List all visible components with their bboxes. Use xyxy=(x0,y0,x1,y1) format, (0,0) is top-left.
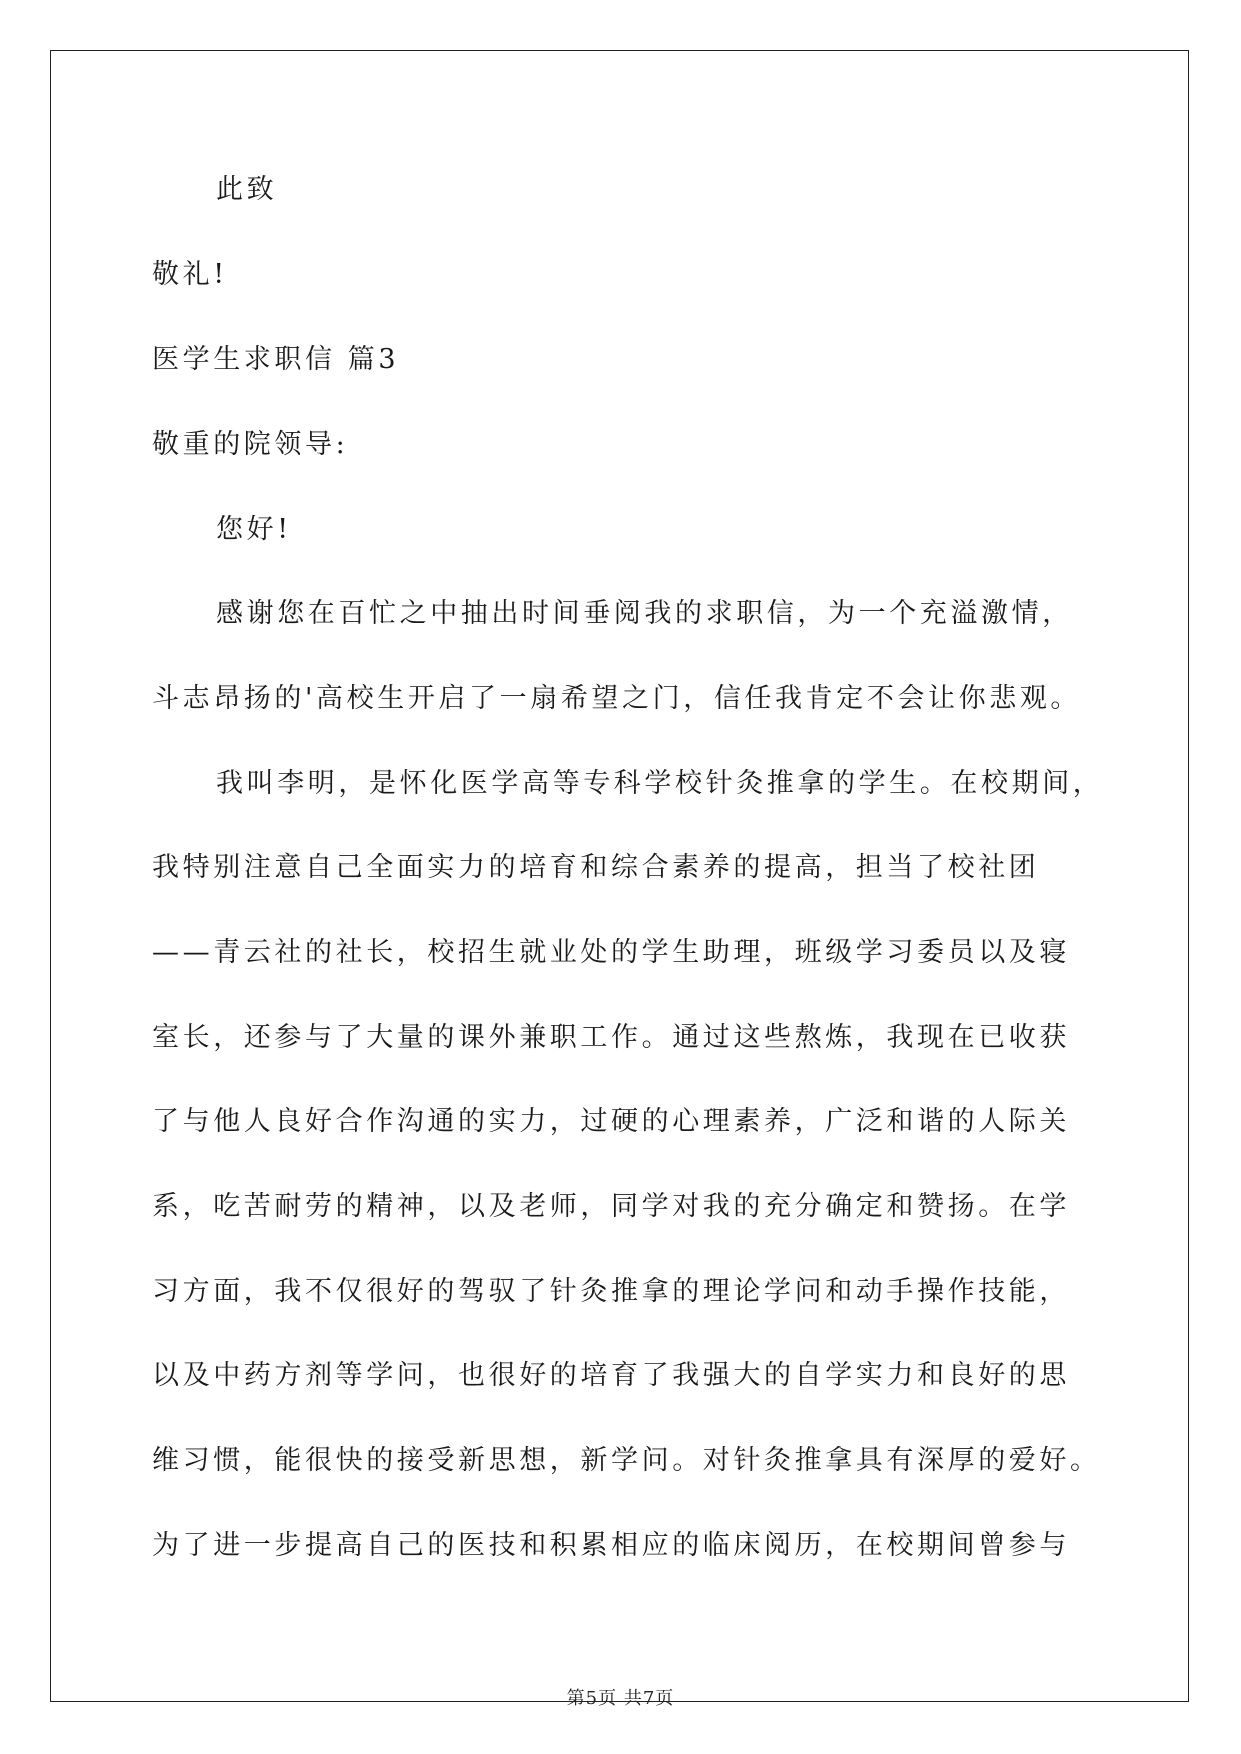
body-line: 为了进一步提高自己的医技和积累相应的临床阅历，在校期间曾参与 xyxy=(152,1530,1070,1561)
body-line: 我叫李明，是怀化医学高等专科学校针灸推拿的学生。在校期间， xyxy=(216,768,1104,799)
letter-hello: 您好! xyxy=(216,514,292,545)
body-line: 斗志昂扬的'高校生开启了一扇希望之门，信任我肯定不会让你悲观。 xyxy=(152,683,1082,714)
body-line: 我特别注意自己全面实力的培育和综合素养的提高，担当了校社团 xyxy=(152,852,1040,883)
body-line: 了与他人良好合作沟通的实力，过硬的心理素养，广泛和谐的人际关 xyxy=(152,1106,1070,1137)
body-line: 维习惯，能很快的接受新思想，新学问。对针灸推拿具有深厚的爱好。 xyxy=(152,1445,1101,1476)
body-line: 室长，还参与了大量的课外兼职工作。通过这些熬炼，我现在已收获 xyxy=(152,1022,1070,1053)
letter-greeting: 敬重的院领导: xyxy=(152,429,349,460)
body-line: ——青云社的社长，校招生就业处的学生助理，班级学习委员以及寝 xyxy=(152,937,1070,968)
body-line: 感谢您在百忙之中抽出时间垂阅我的求职信，为一个充溢激情， xyxy=(216,598,1073,629)
body-line: 习方面，我不仅很好的驾驭了针灸推拿的理论学问和动手操作技能， xyxy=(152,1276,1070,1307)
page-number: 第5页 共7页 xyxy=(566,1688,675,1709)
section-heading: 医学生求职信 篇3 xyxy=(152,344,400,375)
body-line: 以及中药方剂等学问，也很好的培育了我强大的自学实力和良好的思 xyxy=(152,1360,1070,1391)
closing-regards: 敬礼! xyxy=(152,259,228,290)
closing-salutation: 此致 xyxy=(216,174,278,205)
body-line: 系，吃苦耐劳的精神，以及老师，同学对我的充分确定和赞扬。在学 xyxy=(152,1191,1070,1222)
